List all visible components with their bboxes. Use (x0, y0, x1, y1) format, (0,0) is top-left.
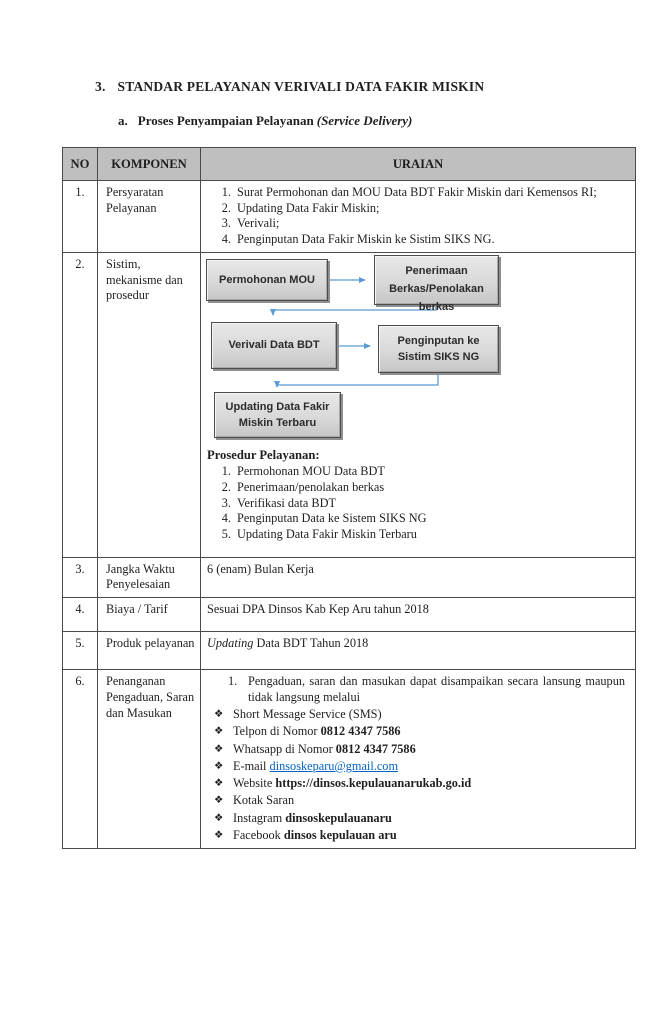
uraian-penanganan (201, 670, 636, 848)
diamond-bullet-icon: ❖ (214, 811, 224, 824)
flowchart-box-verivali-data-bdt: Verivali Data BDT (211, 322, 337, 369)
uraian-produk-rest: Data BDT Tahun 2018 (253, 636, 369, 651)
header-uraian: URAIAN (201, 148, 636, 181)
uraian-jangka-waktu: 6 (enam) Bulan Kerja (201, 557, 636, 597)
flowchart (201, 253, 636, 444)
instagram-handle: dinsoskepulauanaru (285, 810, 392, 825)
persyaratan-list (207, 185, 627, 248)
flowchart-box-penginputan-siks-ng: Penginputan ke Sistim SIKS NG (378, 325, 499, 373)
uraian-produk-italic: Updating (207, 636, 254, 651)
list-item: 3. Verifikasi data BDT (234, 496, 635, 512)
komponen-produk: Produk pelayanan (98, 632, 201, 670)
header-komponen: KOMPONEN (98, 148, 201, 181)
uraian-produk (201, 632, 636, 670)
prosedur-heading: Prosedur Pelayanan: (207, 447, 320, 462)
subheading-letter: a. (118, 113, 128, 128)
table-row-sistim-mekanisme (63, 252, 636, 557)
flowchart-box-permohonan-mou: Permohonan MOU (206, 259, 328, 301)
list-item: 2. Updating Data Fakir Miskin; (234, 201, 627, 217)
table-row-produk (63, 632, 636, 670)
list-item: 4. Penginputan Data Fakir Miskin ke Sistim SIKS NG. (234, 232, 627, 248)
row-number: 6. (63, 670, 98, 848)
row-number: 1. (63, 181, 98, 253)
pengaduan-intro (228, 674, 627, 705)
document-subtitle (118, 113, 412, 129)
table-row-biaya-tarif (63, 598, 636, 632)
header-no: NO (63, 148, 98, 181)
diamond-bullet-icon: ❖ (214, 777, 224, 790)
service-standard-table (62, 147, 636, 849)
diamond-bullet-icon: ❖ (214, 725, 224, 738)
contact-instagram: ❖ Instagram dinsoskepulauanaru (214, 810, 392, 825)
diamond-bullet-icon: ❖ (214, 708, 224, 721)
diamond-bullet-icon: ❖ (214, 759, 224, 772)
table-header-row (63, 148, 636, 181)
list-item: 1. Permohonan MOU Data BDT (234, 464, 635, 480)
prosedur-list (207, 464, 635, 543)
heading-text: STANDAR PELAYANAN VERIVALI DATA FAKIR MISKIN (117, 79, 485, 94)
komponen-jangka-waktu: Jangka Waktu Penyelesaian (98, 557, 201, 597)
uraian-persyaratan (201, 181, 636, 253)
email-link[interactable]: dinsoskeparu@gmail.com (269, 758, 399, 773)
whatsapp-number: 0812 4347 7586 (335, 741, 416, 756)
flowchart-box-penerimaan-berkas: Penerimaan Berkas/Penolakan berkas (374, 255, 499, 305)
row-number: 3. (63, 557, 98, 597)
contact-phone: ❖ Telpon di Nomor 0812 4347 7586 (214, 724, 401, 739)
diamond-bullet-icon: ❖ (214, 742, 224, 755)
list-item: 1. Surat Permohonan dan MOU Data BDT Fakir Miskin dari Kemensos RI; (234, 185, 627, 201)
diamond-bullet-icon: ❖ (214, 794, 224, 807)
flowchart-box-updating-data-fakir: Updating Data Fakir Miskin Terbaru (214, 392, 341, 438)
list-item: 4. Penginputan Data ke Sistem SIKS NG (234, 511, 635, 527)
komponen-biaya: Biaya / Tarif (98, 598, 201, 632)
diamond-bullet-icon: ❖ (214, 828, 224, 841)
facebook-handle: dinsos kepulauan aru (283, 827, 397, 842)
uraian-sistim (201, 252, 636, 557)
list-item: 2. Penerimaan/penolakan berkas (234, 480, 635, 496)
row-number: 2. (63, 252, 98, 557)
heading-number: 3. (95, 79, 106, 94)
arrow-penerimaan-to-verivali (273, 306, 436, 315)
list-item: 3. Verivali; (234, 216, 627, 232)
table-row-penanganan-pengaduan (63, 670, 636, 848)
contact-channel-list (201, 707, 627, 843)
contact-sms: ❖ Short Message Service (SMS) (214, 707, 382, 722)
table-row-jangka-waktu (63, 557, 636, 597)
intro-number: 1. (228, 674, 238, 689)
contact-email: ❖ E-mail dinsoskeparu@gmail.com (214, 758, 399, 773)
uraian-biaya: Sesuai DPA Dinsos Kab Kep Aru tahun 2018 (201, 598, 636, 632)
subheading-text: Proses Penyampaian Pelayanan (Service Delivery) (137, 113, 413, 128)
contact-facebook: ❖ Facebook dinsos kepulauan aru (214, 827, 397, 842)
row-number: 4. (63, 598, 98, 632)
subheading-italic: (Service Delivery) (316, 113, 413, 128)
komponen-sistim: Sistim, mekanisme dan prosedur (98, 252, 201, 557)
komponen-persyaratan: Persyaratan Pelayanan (98, 181, 201, 253)
list-item: 5. Updating Data Fakir Miskin Terbaru (234, 527, 635, 543)
arrow-penginputan-to-updating (277, 374, 438, 387)
contact-suggestion-box: ❖ Kotak Saran (214, 793, 295, 808)
intro-text: Pengaduan, saran dan masukan dapat disampaikan secara lansung maupun tidak langsung melalui (248, 674, 625, 704)
komponen-penanganan: Penanganan Pengaduan, Saran dan Masukan (98, 670, 201, 848)
row-number: 5. (63, 632, 98, 670)
website-url: https://dinsos.kepulauanarukab.go.id (275, 776, 472, 791)
table-row-persyaratan (63, 181, 636, 253)
contact-website: ❖ Website https://dinsos.kepulauanarukab.go.id (214, 776, 472, 791)
phone-number: 0812 4347 7586 (320, 724, 401, 739)
document-title (95, 79, 484, 95)
contact-whatsapp: ❖ Whatsapp di Nomor 0812 4347 7586 (214, 741, 416, 756)
